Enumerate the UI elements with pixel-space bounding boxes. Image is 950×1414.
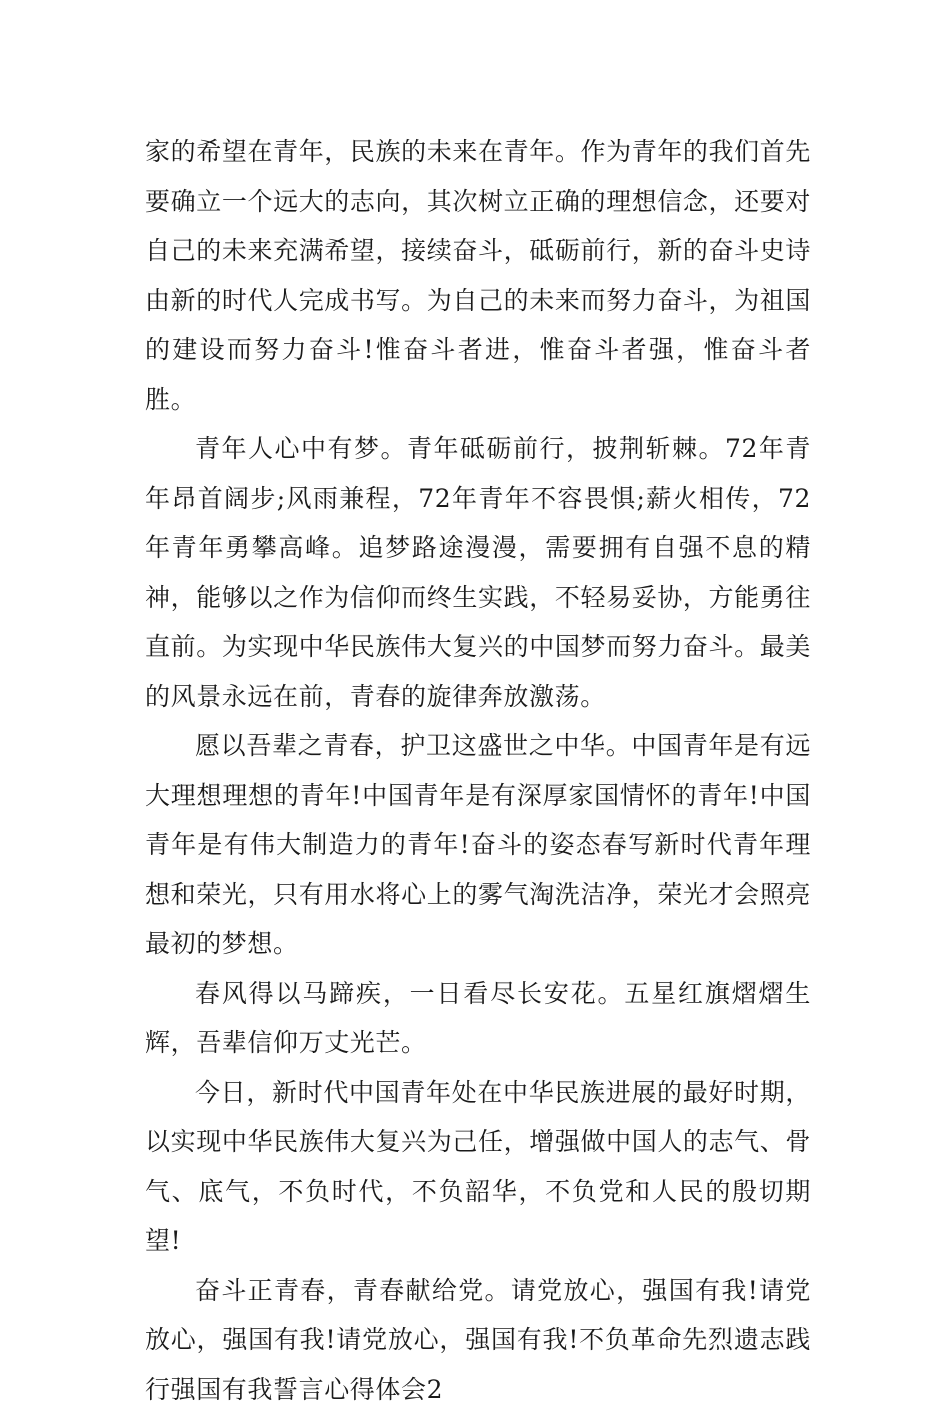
paragraph-6: 奋斗正青春，青春献给党。请党放心，强国有我!请党放心，强国有我!请党放心，强国有我!不负革命先烈遗志践行强国有我誓言心得体会2 [145,1266,811,1414]
paragraph-3: 愿以吾辈之青春，护卫这盛世之中华。中国青年是有远大理想理想的青年!中国青年是有深厚家国情怀的青年!中国青年是有伟大制造力的青年!奋斗的姿态春写新时代青年理想和荣光，只有用水将心上的雾气淘洗洁净，荣光才会照亮最初的梦想。 [145,721,811,969]
paragraph-4: 春风得以马蹄疾，一日看尽长安花。五星红旗熠熠生辉，吾辈信仰万丈光芒。 [145,969,811,1068]
document-body [145,127,811,1414]
paragraph-1: 家的希望在青年，民族的未来在青年。作为青年的我们首先要确立一个远大的志向，其次树立正确的理想信念，还要对自己的未来充满希望，接续奋斗，砥砺前行，新的奋斗史诗由新的时代人完成书写。为自己的未来而努力奋斗，为祖国的建设而努力奋斗!惟奋斗者进，惟奋斗者强，惟奋斗者胜。 [145,127,811,424]
paragraph-5: 今日，新时代中国青年处在中华民族进展的最好时期，以实现中华民族伟大复兴为己任，增强做中国人的志气、骨气、底气，不负时代，不负韶华，不负党和人民的殷切期望! [145,1068,811,1266]
paragraph-2: 青年人心中有梦。青年砥砺前行，披荆斩棘。72年青年昂首阔步;风雨兼程，72年青年不容畏惧;薪火相传，72年青年勇攀高峰。追梦路途漫漫，需要拥有自强不息的精神，能够以之作为信仰而终生实践，不轻易妥协，方能勇往直前。为实现中华民族伟大复兴的中国梦而努力奋斗。最美的风景永远在前，青春的旋律奔放激荡。 [145,424,811,721]
